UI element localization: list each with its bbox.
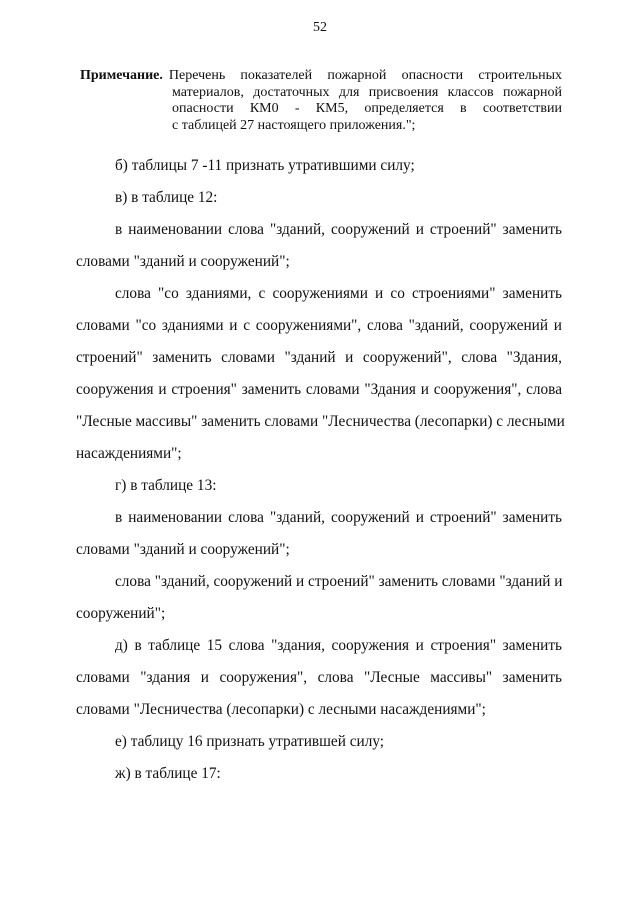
note-line: опасности КМ0 - КМ5, определяется в соответствии [172,101,562,116]
paragraph-line: б) таблицы 7 -11 признать утратившими силу; [115,157,415,174]
note-label: Примечание. [80,68,163,83]
note-block [80,68,562,134]
paragraph-line: насаждениями"; [76,445,182,462]
note-line: с таблицей 27 настоящего приложения."; [172,117,416,133]
paragraph-line: слова "со зданиями, с сооружениями и со строениями" заменить [115,285,562,302]
note-line: материалов, достаточных для присвоения классов пожарной [172,84,562,100]
paragraph-line: сооружений"; [76,605,166,622]
paragraph-line: г) в таблице 13: [115,477,217,494]
paragraph-line: словами "зданий и сооружений"; [76,253,290,270]
paragraph-line: е) таблицу 16 признать утратившей силу; [115,733,385,750]
paragraph-line: словами "зданий и сооружений"; [76,541,290,558]
paragraph-line: сооружения и строения" заменить словами "Здания и сооружения", слова [76,381,562,398]
document-body [76,150,565,790]
paragraph-line: словами "со зданиями и с сооружениями", слова "зданий, сооружений и [76,317,562,334]
paragraph-line: слова "зданий, сооружений и строений" заменить словами "зданий и [115,573,563,590]
paragraph-line: словами "здания и сооружения", слова "Лесные массивы" заменить [76,669,562,686]
paragraph-line: словами "Лесничества (лесопарки) с лесными насаждениями"; [76,701,486,718]
paragraph-line: в наименовании слова "зданий, сооружений и строений" заменить [115,509,562,526]
paragraph-line: в наименовании слова "зданий, сооружений и строений" заменить [115,221,562,238]
paragraph-line: строений" заменить словами "зданий и сооружений", слова "Здания, [76,349,562,366]
note-line: Перечень показателей пожарной опасности строительных [168,68,562,83]
paragraph-line: ж) в таблице 17: [115,765,221,782]
paragraph-line: д) в таблице 15 слова "здания, сооружения и строения" заменить [115,637,562,654]
page-number: 52 [313,20,327,35]
paragraph-line: "Лесные массивы" заменить словами "Лесничества (лесопарки) с лесными [76,413,565,430]
paragraph-line: в) в таблице 12: [115,189,218,206]
